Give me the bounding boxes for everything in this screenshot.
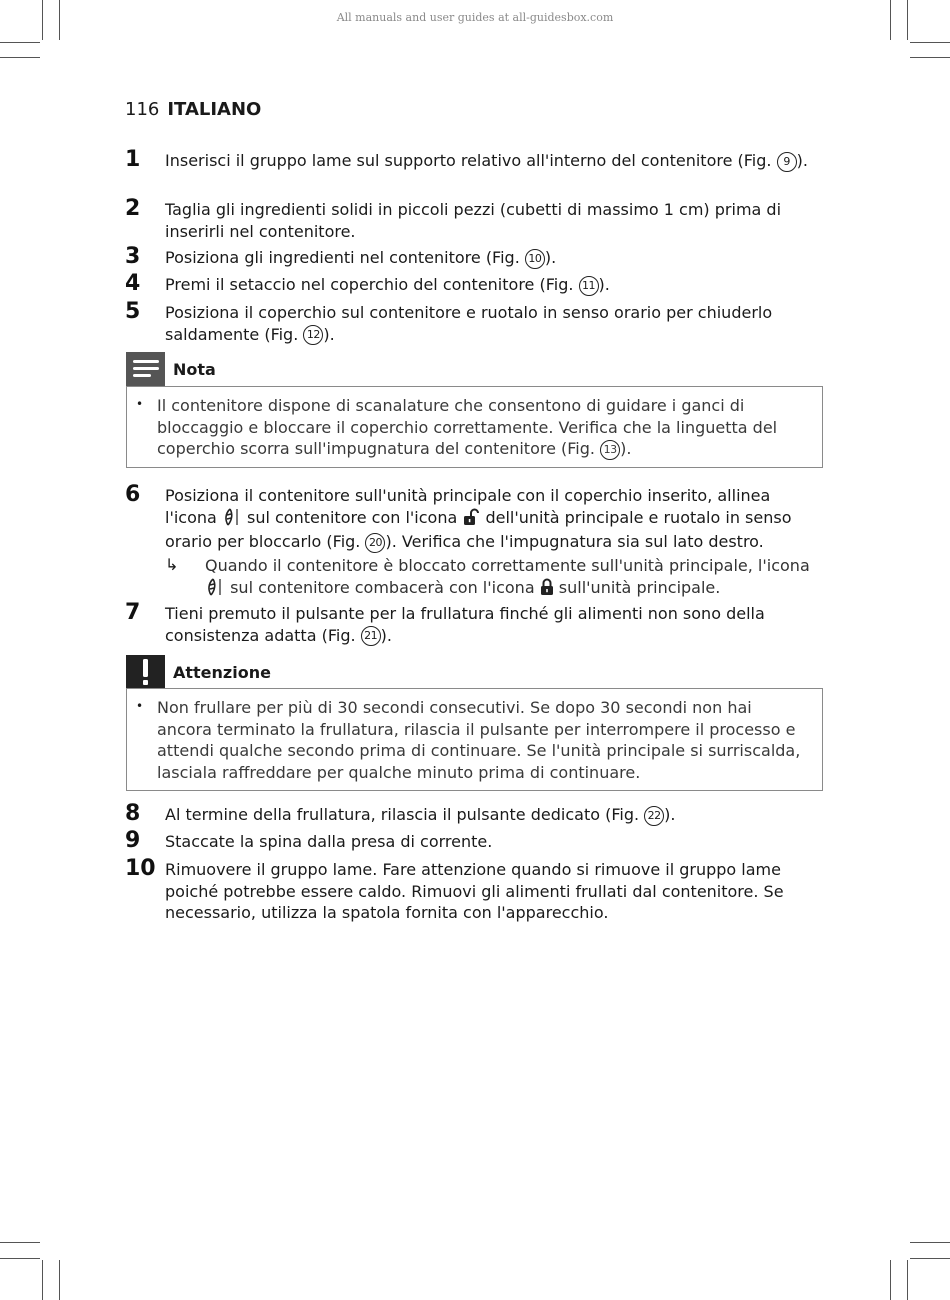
- warning-title: Attenzione: [173, 663, 271, 682]
- align-marker-icon: [205, 578, 225, 602]
- crop-mark: [0, 42, 40, 43]
- step-text: Inserisci il gruppo lame sul supporto relativo all'interno del contenitore (Fig. 9 ).: [165, 151, 808, 170]
- step-number: 8: [125, 801, 141, 826]
- crop-mark: [0, 57, 40, 58]
- watermark: All manuals and user guides at all-guidesbox.com: [336, 11, 614, 24]
- step-text: Rimuovere il gruppo lame. Fare attenzione quando si rimuove il gruppo lame poiché potrebbe essere caldo. Rimuovi gli alimenti frullati dal contenitore. Se necessario, utilizza la spatola fornita con l'apparecchio.: [165, 860, 784, 922]
- step-item: [125, 801, 825, 826]
- crop-mark: [910, 57, 950, 58]
- figure-ref-badge: 21: [361, 626, 381, 646]
- crop-mark: [59, 1260, 60, 1300]
- figure-ref-badge: 22: [644, 806, 664, 826]
- bullet: •: [136, 699, 144, 713]
- step-text: Al termine della frullatura, rilascia il pulsante dedicato (Fig. 22 ).: [165, 805, 676, 824]
- step-number: 2: [125, 196, 141, 221]
- step-text: Posiziona gli ingredienti nel contenitore (Fig. 10 ).: [165, 248, 557, 267]
- figure-ref-badge: 12: [303, 325, 323, 345]
- step-item: [125, 196, 825, 242]
- bullet: •: [136, 397, 144, 411]
- step-text: Staccate la spina dalla presa di corrente.: [165, 832, 493, 851]
- crop-mark: [910, 1258, 950, 1259]
- step-text: Posiziona il coperchio sul contenitore e ruotalo in senso orario per chiuderlo saldamente (Fig. 12 ).: [165, 303, 773, 344]
- step-number: 9: [125, 828, 141, 853]
- step-number: 6: [125, 482, 141, 507]
- step-item: [125, 600, 825, 646]
- step-text: Tieni premuto il pulsante per la frullatura finché gli alimenti non sono della consistenza adatta (Fig. 21 ).: [165, 604, 765, 645]
- note-title: Nota: [173, 360, 216, 379]
- warning-box: [126, 688, 823, 791]
- result-item: [165, 555, 825, 601]
- step-text: Posiziona il contenitore sull'unità principale con il coperchio inserito, allinea l'icona sul contenitore con l'icona dell'unità principale e ruotalo in senso orario per bloccarlo (Fig. 20 ). Verifica che l'impugnatura sia sul lato destro.: [165, 486, 792, 551]
- step-number: 1: [125, 147, 141, 172]
- figure-ref-badge: 13: [600, 440, 620, 460]
- step-item: [125, 147, 825, 172]
- step-item: [125, 828, 825, 853]
- align-marker-icon: [222, 508, 242, 532]
- step-item: [125, 299, 825, 345]
- step-text: Taglia gli ingredienti solidi in piccoli pezzi (cubetti di massimo 1 cm) prima di inserirli nel contenitore.: [165, 200, 782, 241]
- step-item: [125, 271, 825, 296]
- page-header: [125, 99, 261, 120]
- warning-text: Non frullare per più di 30 secondi consecutivi. Se dopo 30 secondi non hai ancora terminato la frullatura, rilascia il pulsante per interrompere il processo e attendi qualche secondo prima di continuare. Se l'unità principale si surriscalda, lasciala raffreddare per qualche minuto prima di continuare.: [157, 698, 801, 782]
- step-text: Premi il setaccio nel coperchio del contenitore (Fig. 11 ).: [165, 275, 610, 294]
- result-text: Quando il contenitore è bloccato correttamente sull'unità principale, l'icona sul contenitore combacerà con l'icona sull'unità principale.: [205, 555, 825, 601]
- figure-ref-badge: 10: [525, 249, 545, 269]
- unlock-icon: [462, 508, 480, 532]
- result-arrow-icon: ↳: [165, 555, 179, 574]
- step-number: 5: [125, 299, 141, 324]
- figure-ref-badge: 9: [777, 152, 797, 172]
- language-title: ITALIANO: [167, 99, 262, 120]
- step-number: 3: [125, 244, 141, 269]
- page-number: 116: [125, 99, 160, 120]
- crop-mark: [890, 1260, 891, 1300]
- step-item: [125, 856, 825, 924]
- crop-mark: [910, 1242, 950, 1243]
- crop-mark: [0, 1258, 40, 1259]
- exclamation-icon: [126, 655, 165, 689]
- note-lines-icon: [126, 352, 165, 386]
- step-item: [125, 482, 825, 553]
- step-item: [125, 244, 825, 269]
- crop-mark: [0, 1242, 40, 1243]
- crop-mark: [42, 1260, 43, 1300]
- lock-icon: [540, 578, 554, 602]
- crop-mark: [907, 1260, 908, 1300]
- step-number: 7: [125, 600, 141, 625]
- figure-ref-badge: 11: [579, 276, 599, 296]
- note-text: Il contenitore dispone di scanalature che consentono di guidare i ganci di bloccaggio e bloccare il coperchio correttamente. Verifica che la linguetta del coperchio scorra sull'impugnatura del contenitore (Fig. 13 ).: [157, 396, 778, 458]
- step-number: 10: [125, 856, 156, 881]
- note-box: [126, 386, 823, 468]
- crop-mark: [910, 42, 950, 43]
- figure-ref-badge: 20: [365, 533, 385, 553]
- step-number: 4: [125, 271, 141, 296]
